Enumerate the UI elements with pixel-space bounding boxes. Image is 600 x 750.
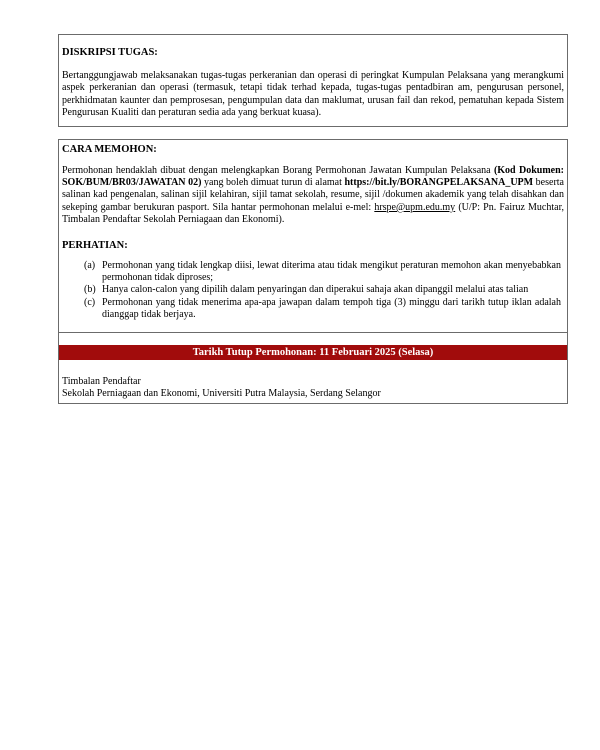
apply-body — [62, 165, 564, 227]
signatory-title: Timbalan Pendaftar — [62, 375, 141, 387]
list-item — [84, 297, 561, 322]
section-divider — [59, 332, 567, 333]
list-item-text: Permohonan yang tidak menerima apa-apa jawapan dalam tempoh tiga (3) minggu dari tarikh tutup iklan adalah dianggap tidak berjaya. — [102, 296, 561, 321]
list-item — [84, 284, 561, 296]
apply-heading: CARA MEMOHON: — [62, 143, 157, 155]
list-item-text: Permohonan yang tidak lengkap diisi, lewat diterima atau tidak mengikut peraturan memohon akan menyebabkan permohonan tidak diproses; — [102, 259, 561, 284]
description-section — [58, 34, 568, 127]
notice-list — [62, 260, 564, 322]
closing-date-banner: Tarikh Tutup Permohonan: 11 Februari 2025 (Selasa) — [59, 345, 567, 360]
list-item-text: Hanya calon-calon yang dipilih dalam penyaringan dan diperakui sahaja akan dipanggil melalui atas talian — [102, 284, 529, 296]
list-item-mark: (a) — [84, 259, 96, 271]
apply-text-3: beserta salinan kad pengenalan, salinan sijil kelahiran, sijil tamat sekolah, resume, sijil /dokumen akademik yang telah disahkan dan sekeping gambar berukuran pasport. Sila hantar permohonan melalui e-mel: — [62, 177, 564, 213]
apply-section — [58, 139, 568, 404]
email-link[interactable]: hrspe@upm.edu.my — [374, 201, 456, 213]
description-body: Bertanggungjawab melaksanakan tugas-tugas perkeranian dan operasi di peringkat Kumpulan Pelaksana yang merangkumi aspek perkeranian dan operasi (termasuk, tetapi tidak terhad kepada, tugas-tugas pentadbiran am, pengurusan personel, perkhidmatan kaunter dan pemprosesan, pengumpulan data dan maklumat, urusan fail dan rekod, pematuhan kepada Sistem Pengurusan Kualiti dan peraturan sedia ada yang berkuat kuasa). — [62, 70, 564, 119]
apply-text-2: yang boleh dimuat turun di alamat — [204, 177, 342, 189]
list-item — [84, 260, 561, 285]
signatory-office: Sekolah Perniagaan dan Ekonomi, Universiti Putra Malaysia, Serdang Selangor — [62, 387, 381, 399]
signature-block — [59, 360, 567, 403]
description-heading: DISKRIPSI TUGAS: — [62, 47, 158, 58]
form-link[interactable]: https://bit.ly/BORANGPELAKSANA_UPM — [344, 177, 534, 189]
document-page — [58, 34, 568, 404]
list-item-mark: (b) — [84, 284, 96, 296]
apply-text-1: Permohonan hendaklah dibuat dengan melengkapkan Borang Permohonan Jawatan Kumpulan Pelaksana — [62, 164, 491, 176]
notice-heading: PERHATIAN: — [62, 239, 128, 251]
list-item-mark: (c) — [84, 296, 96, 308]
apply-text-4: (U/P: Pn. Fairuz Muchtar, Timbalan Pendaftar Sekolah Perniagaan dan Ekonomi). — [62, 201, 564, 226]
document-code: (Kod Dokumen: SOK/BUM/BR03/JAWATAN 02) — [62, 164, 565, 189]
